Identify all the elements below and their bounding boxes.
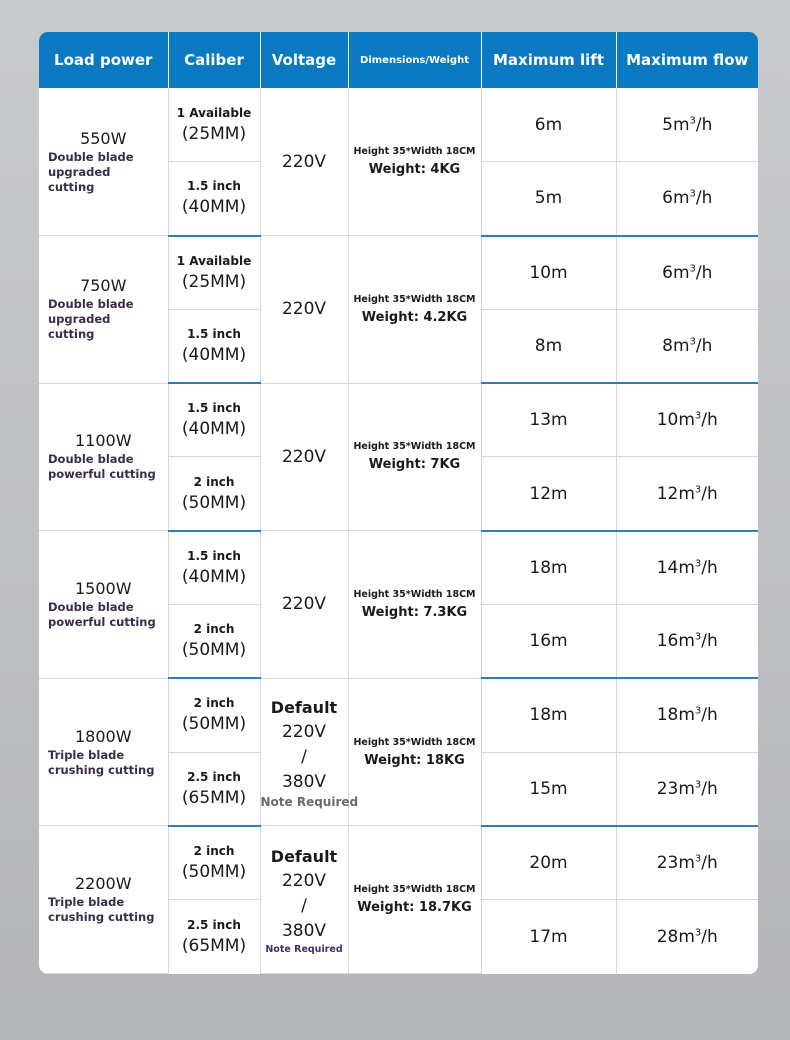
header-maximum-flow: Maximum flow [616,32,758,88]
max-lift-cell [481,236,616,310]
caliber-size: 2.5 inch [187,917,241,932]
voltage-note: Note Required [265,943,343,955]
max-flow-cell [616,88,758,162]
flow-number: 6 [662,262,673,283]
blade-description: Double blade upgraded cutting [48,149,134,194]
caliber-mm: (50MM) [181,714,247,735]
caliber-cell [168,309,260,383]
flow-cubed: 3 [694,558,702,570]
flow-number: 23 [656,852,679,873]
flow-m: m [672,188,690,209]
flow-unit: /h [695,188,713,209]
flow-m: m [678,705,695,726]
caliber-mm: (40MM) [181,566,247,587]
weight-text: Weight: 4KG [368,162,461,178]
lift-value: 18m [529,705,568,726]
flow-number: 14 [656,557,679,578]
caliber-size: 1.5 inch [187,548,241,563]
flow-unit: /h [701,852,718,873]
load-power-cell [39,678,168,826]
max-lift-cell [481,604,616,678]
flow-number: 12 [656,483,679,504]
flow-value [657,927,718,947]
flow-m: m [672,335,690,356]
flow-unit: /h [695,114,713,135]
flow-number: 28 [656,926,679,947]
flow-number: 16 [656,631,679,652]
flow-unit: /h [701,410,718,431]
header-voltage: Voltage [260,32,348,88]
max-lift-cell [481,678,616,752]
caliber-cell [168,236,260,310]
blade-description: Double blade upgraded cutting [48,297,134,342]
caliber-size: 2 inch [193,843,235,858]
caliber-size: 2 inch [193,622,235,637]
max-lift-cell [481,162,616,236]
voltage-option-b: 380V [281,771,327,792]
flow-m: m [678,852,695,873]
lift-value: 13m [529,410,568,431]
flow-value [662,336,712,356]
flow-value [657,853,718,873]
header-load-power: Load power [39,32,168,88]
caliber-cell [168,604,260,678]
caliber-mm: (50MM) [181,640,247,661]
flow-unit: /h [701,778,718,799]
flow-cubed: 3 [689,336,696,348]
max-flow-cell [616,900,758,974]
caliber-mm: (40MM) [181,344,247,365]
load-power-cell [39,383,168,531]
max-lift-cell [481,531,616,605]
blade-description: Triple blade crushing cutting [48,747,155,777]
max-flow-cell [616,309,758,383]
flow-m: m [672,262,690,283]
header-caliber: Caliber [168,32,260,88]
caliber-size: 2 inch [193,474,235,489]
dimensions-text: Height 35*Width 18CM [353,293,476,305]
flow-unit: /h [695,335,713,356]
voltage-value: 220V [281,151,327,172]
blade-description: Double blade powerful cutting [48,452,156,482]
caliber-cell [168,383,260,457]
voltage-cell [260,678,359,826]
flow-unit: /h [701,483,718,504]
voltage-value: 220V [281,299,327,320]
voltage-separator: / [301,746,307,767]
flow-value [662,115,712,135]
caliber-cell [168,457,260,531]
caliber-mm: (25MM) [181,123,247,144]
header-maximum-lift: Maximum lift [481,32,616,88]
lift-value: 5m [534,188,563,209]
caliber-size: 1.5 inch [187,179,241,194]
flow-value [657,779,718,799]
caliber-size: 2.5 inch [187,769,241,784]
caliber-cell [168,900,260,974]
load-power-value: 2200W [74,874,132,894]
flow-unit: /h [701,557,718,578]
voltage-cell [260,826,348,974]
dimensions-text: Height 35*Width 18CM [353,441,476,453]
flow-unit: /h [701,705,718,726]
load-power-value: 750W [80,276,127,296]
caliber-mm: (50MM) [181,492,247,513]
caliber-size: 2 inch [193,696,235,711]
caliber-mm: (25MM) [181,271,247,292]
load-power-cell [39,826,168,974]
caliber-size: 1 Available [176,105,252,120]
flow-value [657,558,718,578]
blade-description: Double blade powerful cutting [48,599,156,629]
max-lift-cell [481,457,616,531]
max-lift-cell [481,383,616,457]
flow-number: 6 [662,188,673,209]
caliber-mm: (65MM) [181,787,247,808]
lift-value: 20m [529,852,568,873]
max-flow-cell [616,457,758,531]
voltage-value: 220V [281,594,327,615]
max-lift-cell [481,309,616,383]
lift-value: 17m [529,926,568,947]
caliber-mm: (65MM) [181,935,247,956]
flow-unit: /h [695,262,713,283]
dimensions-weight-cell [348,826,481,974]
flow-cubed: 3 [689,114,696,126]
lift-value: 8m [534,335,563,356]
flow-m: m [678,631,695,652]
spec-table [39,32,758,974]
max-flow-cell [616,531,758,605]
load-power-value: 1500W [74,578,132,598]
lift-value: 15m [529,778,568,799]
dimensions-weight-cell [348,88,481,236]
voltage-cell [260,531,348,679]
max-flow-cell [616,678,758,752]
flow-value [662,188,712,208]
voltage-option-a: 220V [281,721,327,742]
voltage-cell [260,383,348,531]
max-lift-cell [481,88,616,162]
weight-text: Weight: 18KG [364,752,465,768]
max-flow-cell [616,383,758,457]
max-flow-cell [616,236,758,310]
caliber-cell [168,162,260,236]
max-flow-cell [616,604,758,678]
caliber-mm: (40MM) [181,197,247,218]
flow-cubed: 3 [694,483,702,495]
caliber-cell [168,678,260,752]
flow-value [657,631,718,651]
load-power-value: 1800W [74,726,132,746]
flow-number: 10 [656,410,679,431]
load-power-cell [39,88,168,236]
flow-m: m [678,778,695,799]
weight-text: Weight: 18.7KG [357,900,472,916]
max-lift-cell [481,752,616,826]
caliber-size: 1 Available [176,253,252,268]
caliber-size: 1.5 inch [187,401,241,416]
flow-value [662,263,712,283]
table-row [39,678,758,752]
flow-number: 8 [662,335,673,356]
flow-m: m [672,114,690,135]
flow-value [657,410,718,430]
flow-cubed: 3 [694,779,702,791]
lift-value: 18m [529,557,568,578]
header-row [39,32,758,88]
caliber-mm: (50MM) [181,861,247,882]
voltage-default-label: Default [270,846,338,866]
flow-cubed: 3 [694,631,702,643]
flow-number: 18 [656,705,679,726]
voltage-separator: / [301,895,307,916]
lift-value: 10m [529,262,568,283]
flow-m: m [678,926,695,947]
flow-cubed: 3 [694,927,702,939]
table-row [39,236,758,310]
flow-m: m [678,483,695,504]
caliber-cell [168,531,260,605]
load-power-cell [39,236,168,384]
flow-cubed: 3 [689,188,696,200]
lift-value: 6m [534,114,563,135]
lift-value: 16m [529,631,568,652]
table-row [39,383,758,457]
flow-value [657,484,718,504]
table-row [39,826,758,900]
flow-cubed: 3 [694,853,702,865]
voltage-note: Note Required [260,794,359,809]
dimensions-text: Height 35*Width 18CM [353,884,476,896]
load-power-cell [39,531,168,679]
voltage-default-label: Default [270,697,338,717]
dimensions-text: Height 35*Width 18CM [353,146,476,158]
weight-text: Weight: 7KG [368,457,461,473]
header-dimensions-weight: Dimensions/Weight [348,32,481,88]
load-power-value: 1100W [74,431,132,451]
flow-unit: /h [701,926,718,947]
lift-value: 12m [529,483,568,504]
flow-value [657,705,718,725]
dimensions-weight-cell [348,678,481,826]
table-row [39,531,758,605]
max-lift-cell [481,826,616,900]
voltage-cell [260,88,348,236]
dimensions-weight-cell [348,531,481,679]
dimensions-text: Height 35*Width 18CM [353,588,476,600]
voltage-cell [260,236,348,384]
blade-description: Triple blade crushing cutting [48,895,155,925]
dimensions-weight-cell [348,383,481,531]
caliber-cell [168,826,260,900]
caliber-cell [168,752,260,826]
max-flow-cell [616,826,758,900]
flow-number: 23 [656,778,679,799]
flow-number: 5 [662,114,673,135]
flow-m: m [678,410,695,431]
caliber-cell [168,88,260,162]
dimensions-text: Height 35*Width 18CM [353,736,476,748]
flow-cubed: 3 [694,410,702,422]
voltage-value: 220V [281,446,327,467]
flow-unit: /h [701,631,718,652]
caliber-mm: (40MM) [181,419,247,440]
voltage-option-b: 380V [281,920,327,941]
flow-cubed: 3 [689,263,696,275]
weight-text: Weight: 4.2KG [361,309,468,325]
table-row [39,88,758,162]
load-power-value: 550W [80,128,127,148]
flow-m: m [678,557,695,578]
caliber-size: 1.5 inch [187,326,241,341]
dimensions-weight-cell [348,236,481,384]
max-lift-cell [481,900,616,974]
spec-body [39,88,758,974]
voltage-option-a: 220V [281,870,327,891]
flow-cubed: 3 [694,705,702,717]
max-flow-cell [616,162,758,236]
weight-text: Weight: 7.3KG [361,604,468,620]
max-flow-cell [616,752,758,826]
